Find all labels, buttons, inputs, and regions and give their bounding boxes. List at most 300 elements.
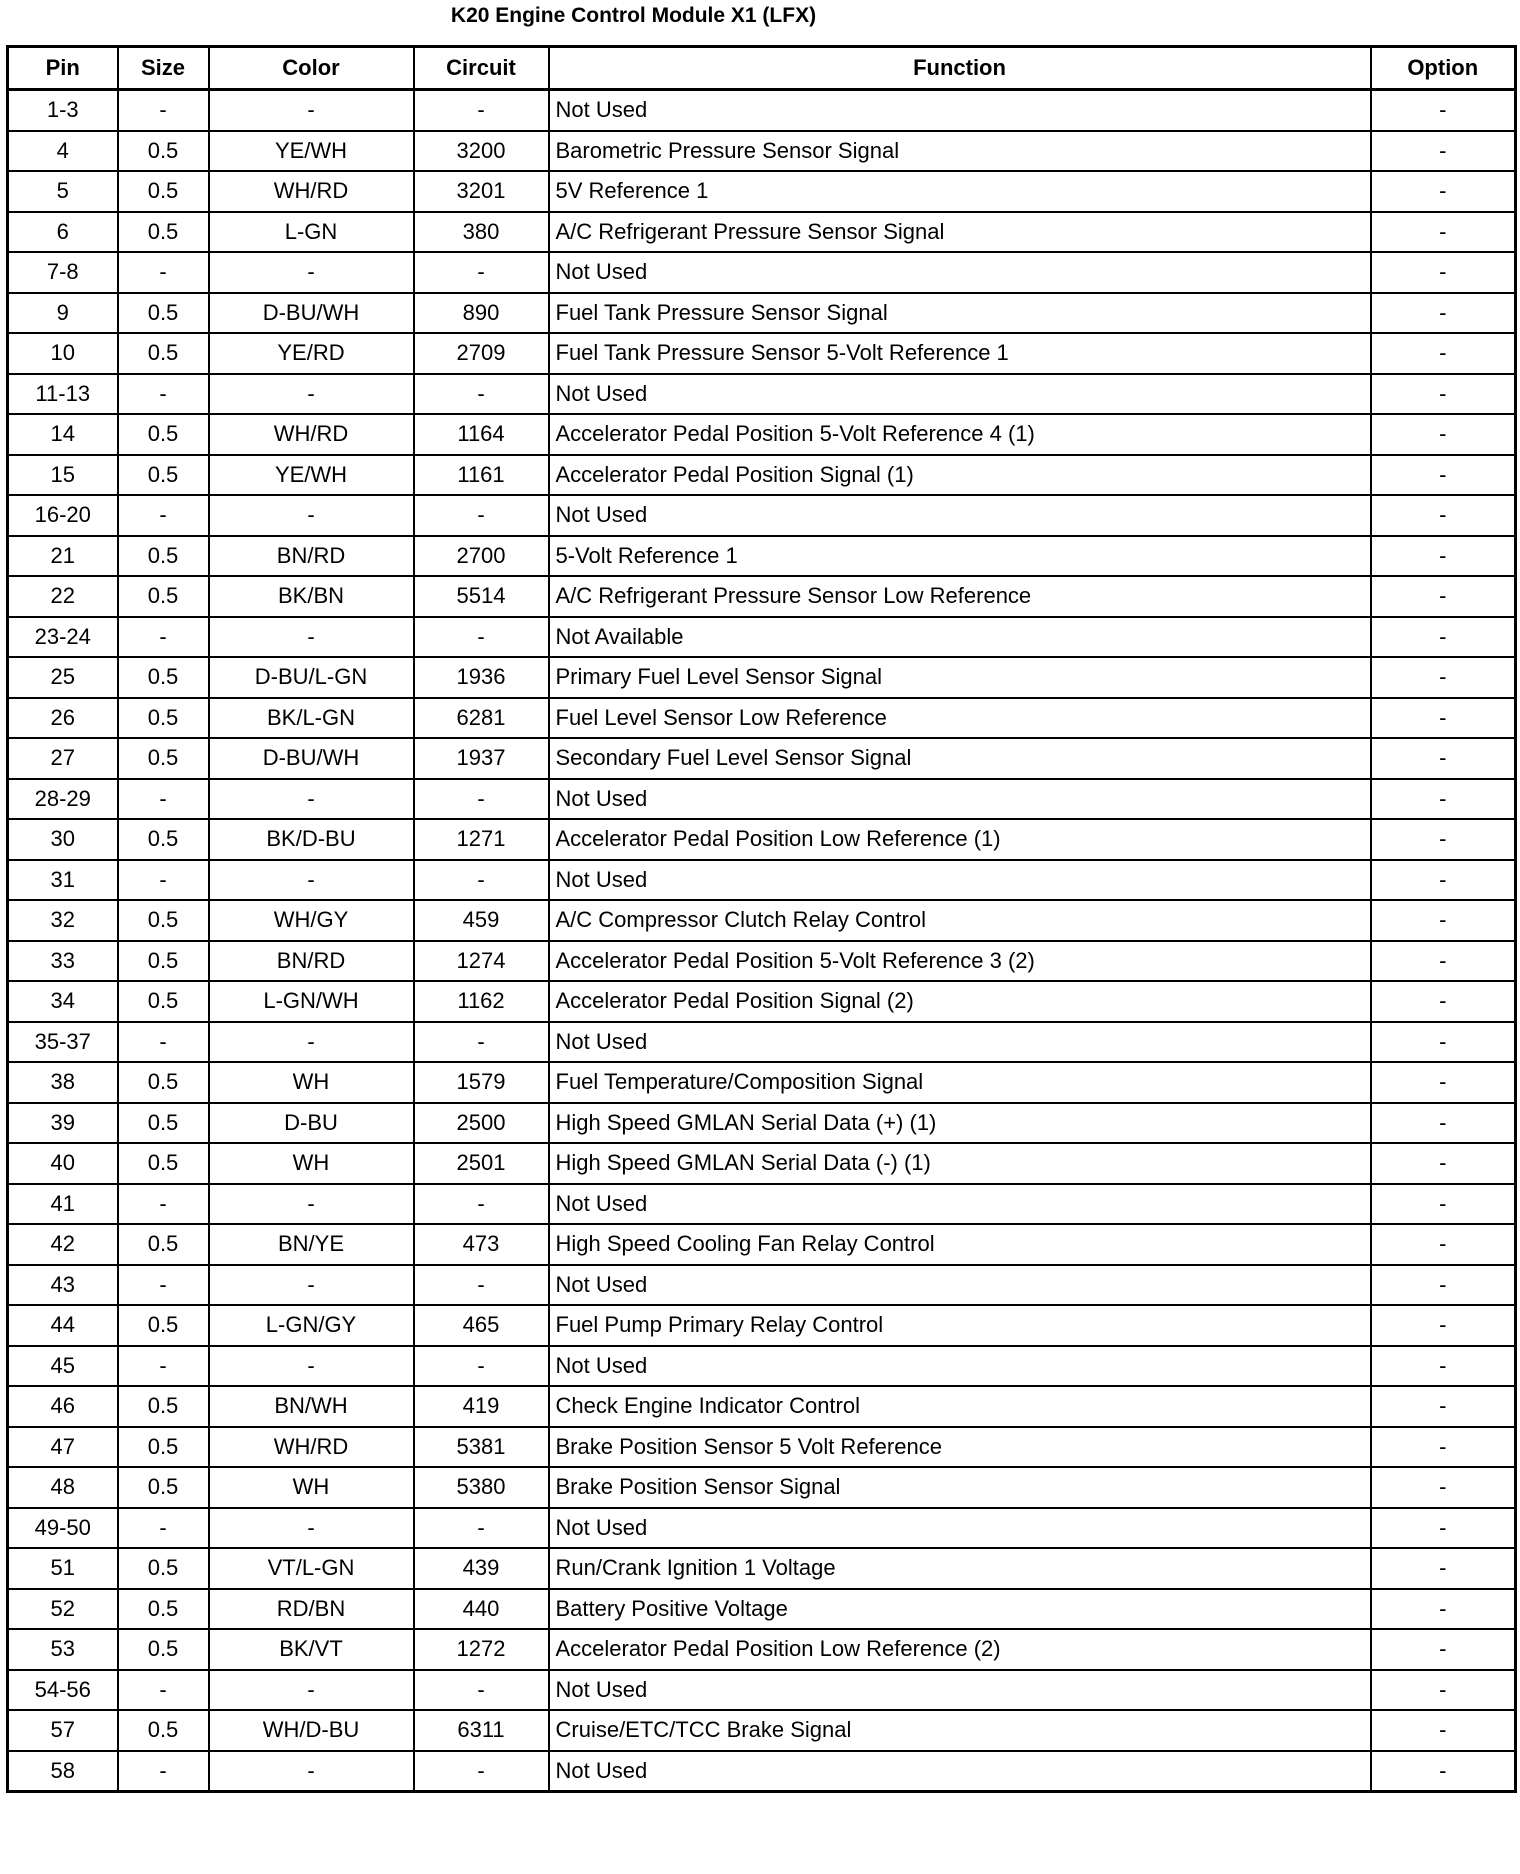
function-cell: Not Used (549, 1346, 1371, 1387)
circuit-cell: - (414, 779, 549, 820)
wire-color-cell: BN/RD (209, 536, 414, 577)
option-cell: - (1371, 455, 1516, 496)
function-cell: Accelerator Pedal Position Low Reference (2) (549, 1629, 1371, 1670)
function-cell: Accelerator Pedal Position 5-Volt Reference 4 (1) (549, 414, 1371, 455)
circuit-cell: 1164 (414, 414, 549, 455)
option-cell: - (1371, 374, 1516, 415)
wire-color-cell: D-BU/WH (209, 738, 414, 779)
table-row (8, 495, 1516, 536)
circuit-cell: - (414, 1751, 549, 1792)
wire-color-cell: D-BU (209, 1103, 414, 1144)
circuit-cell: - (414, 1508, 549, 1549)
function-cell: Not Used (549, 1184, 1371, 1225)
option-cell: - (1371, 1710, 1516, 1751)
size-cell: 0.5 (118, 1386, 209, 1427)
size-cell: 0.5 (118, 333, 209, 374)
pin-cell: 11-13 (8, 374, 118, 415)
size-cell: 0.5 (118, 738, 209, 779)
circuit-cell: 1274 (414, 941, 549, 982)
wire-color-cell: - (209, 860, 414, 901)
table-row (8, 1386, 1516, 1427)
wire-color-cell: WH/RD (209, 1427, 414, 1468)
size-cell: 0.5 (118, 414, 209, 455)
function-cell: Barometric Pressure Sensor Signal (549, 131, 1371, 172)
table-row (8, 414, 1516, 455)
pin-cell: 54-56 (8, 1670, 118, 1711)
size-cell: 0.5 (118, 576, 209, 617)
pin-cell: 33 (8, 941, 118, 982)
table-row (8, 1589, 1516, 1630)
size-cell: - (118, 779, 209, 820)
table-row (8, 333, 1516, 374)
pin-cell: 14 (8, 414, 118, 455)
function-cell: A/C Refrigerant Pressure Sensor Low Reference (549, 576, 1371, 617)
function-cell: A/C Refrigerant Pressure Sensor Signal (549, 212, 1371, 253)
function-cell: Fuel Tank Pressure Sensor 5-Volt Reference 1 (549, 333, 1371, 374)
size-cell: 0.5 (118, 900, 209, 941)
column-header-function: Function (549, 47, 1371, 90)
table-row (8, 1103, 1516, 1144)
function-cell: Not Used (549, 374, 1371, 415)
option-cell: - (1371, 617, 1516, 658)
circuit-cell: - (414, 617, 549, 658)
size-cell: 0.5 (118, 1589, 209, 1630)
wire-color-cell: - (209, 90, 414, 131)
option-cell: - (1371, 1346, 1516, 1387)
circuit-cell: - (414, 374, 549, 415)
pin-cell: 38 (8, 1062, 118, 1103)
table-row (8, 1062, 1516, 1103)
circuit-cell: 5380 (414, 1467, 549, 1508)
function-cell: Not Used (549, 1670, 1371, 1711)
wire-color-cell: L-GN (209, 212, 414, 253)
table-row (8, 1629, 1516, 1670)
column-header-size: Size (118, 47, 209, 90)
circuit-cell: - (414, 1022, 549, 1063)
circuit-cell: 465 (414, 1305, 549, 1346)
wire-color-cell: BN/YE (209, 1224, 414, 1265)
wire-color-cell: - (209, 1508, 414, 1549)
pin-cell: 5 (8, 171, 118, 212)
table-body (8, 90, 1516, 1792)
pin-cell: 31 (8, 860, 118, 901)
option-cell: - (1371, 1629, 1516, 1670)
pin-cell: 53 (8, 1629, 118, 1670)
function-cell: High Speed GMLAN Serial Data (+) (1) (549, 1103, 1371, 1144)
pin-cell: 40 (8, 1143, 118, 1184)
function-cell: Secondary Fuel Level Sensor Signal (549, 738, 1371, 779)
size-cell: - (118, 1508, 209, 1549)
function-cell: Not Used (549, 1022, 1371, 1063)
size-cell: 0.5 (118, 455, 209, 496)
circuit-cell: 1162 (414, 981, 549, 1022)
pin-cell: 58 (8, 1751, 118, 1792)
option-cell: - (1371, 1062, 1516, 1103)
table-row (8, 698, 1516, 739)
size-cell: 0.5 (118, 1710, 209, 1751)
function-cell: 5V Reference 1 (549, 171, 1371, 212)
wire-color-cell: D-BU/L-GN (209, 657, 414, 698)
function-cell: A/C Compressor Clutch Relay Control (549, 900, 1371, 941)
size-cell: 0.5 (118, 698, 209, 739)
function-cell: Run/Crank Ignition 1 Voltage (549, 1548, 1371, 1589)
wire-color-cell: BK/BN (209, 576, 414, 617)
wire-color-cell: BK/D-BU (209, 819, 414, 860)
function-cell: Fuel Tank Pressure Sensor Signal (549, 293, 1371, 334)
pin-cell: 27 (8, 738, 118, 779)
table-row (8, 657, 1516, 698)
circuit-cell: - (414, 1670, 549, 1711)
option-cell: - (1371, 90, 1516, 131)
circuit-cell: 459 (414, 900, 549, 941)
circuit-cell: 2700 (414, 536, 549, 577)
function-cell: Not Used (549, 860, 1371, 901)
size-cell: 0.5 (118, 536, 209, 577)
function-cell: Accelerator Pedal Position 5-Volt Reference 3 (2) (549, 941, 1371, 982)
circuit-cell: 1936 (414, 657, 549, 698)
pin-cell: 52 (8, 1589, 118, 1630)
option-cell: - (1371, 860, 1516, 901)
table-row (8, 1143, 1516, 1184)
pin-cell: 35-37 (8, 1022, 118, 1063)
function-cell: Not Used (549, 495, 1371, 536)
pin-cell: 39 (8, 1103, 118, 1144)
function-cell: Not Used (549, 1265, 1371, 1306)
size-cell: 0.5 (118, 941, 209, 982)
wire-color-cell: - (209, 617, 414, 658)
wire-color-cell: - (209, 1670, 414, 1711)
option-cell: - (1371, 1184, 1516, 1225)
circuit-cell: - (414, 90, 549, 131)
table-row (8, 1022, 1516, 1063)
wire-color-cell: - (209, 1022, 414, 1063)
table-row (8, 1751, 1516, 1792)
circuit-cell: 2500 (414, 1103, 549, 1144)
size-cell: 0.5 (118, 1629, 209, 1670)
option-cell: - (1371, 1224, 1516, 1265)
size-cell: - (118, 860, 209, 901)
wire-color-cell: - (209, 495, 414, 536)
circuit-cell: 2501 (414, 1143, 549, 1184)
size-cell: 0.5 (118, 171, 209, 212)
table-row (8, 1265, 1516, 1306)
option-cell: - (1371, 131, 1516, 172)
circuit-cell: 5381 (414, 1427, 549, 1468)
pin-cell: 21 (8, 536, 118, 577)
option-cell: - (1371, 1022, 1516, 1063)
wire-color-cell: WH (209, 1062, 414, 1103)
pin-cell: 4 (8, 131, 118, 172)
option-cell: - (1371, 576, 1516, 617)
circuit-cell: - (414, 252, 549, 293)
pin-cell: 28-29 (8, 779, 118, 820)
function-cell: Brake Position Sensor Signal (549, 1467, 1371, 1508)
pin-cell: 46 (8, 1386, 118, 1427)
option-cell: - (1371, 1427, 1516, 1468)
circuit-cell: 6281 (414, 698, 549, 739)
wire-color-cell: YE/WH (209, 131, 414, 172)
option-cell: - (1371, 414, 1516, 455)
option-cell: - (1371, 1143, 1516, 1184)
option-cell: - (1371, 1508, 1516, 1549)
size-cell: 0.5 (118, 981, 209, 1022)
pin-cell: 22 (8, 576, 118, 617)
size-cell: 0.5 (118, 1305, 209, 1346)
table-row (8, 1670, 1516, 1711)
wire-color-cell: YE/RD (209, 333, 414, 374)
column-header-circuit: Circuit (414, 47, 549, 90)
wire-color-cell: L-GN/WH (209, 981, 414, 1022)
wire-color-cell: WH (209, 1467, 414, 1508)
size-cell: 0.5 (118, 657, 209, 698)
circuit-cell: 440 (414, 1589, 549, 1630)
size-cell: 0.5 (118, 293, 209, 334)
table-row (8, 860, 1516, 901)
pin-cell: 41 (8, 1184, 118, 1225)
wire-color-cell: YE/WH (209, 455, 414, 496)
function-cell: Accelerator Pedal Position Low Reference (1) (549, 819, 1371, 860)
table-row (8, 455, 1516, 496)
function-cell: Not Used (549, 1508, 1371, 1549)
circuit-cell: 473 (414, 1224, 549, 1265)
circuit-cell: 439 (414, 1548, 549, 1589)
table-row (8, 738, 1516, 779)
pin-cell: 51 (8, 1548, 118, 1589)
size-cell: 0.5 (118, 1548, 209, 1589)
function-cell: Primary Fuel Level Sensor Signal (549, 657, 1371, 698)
option-cell: - (1371, 1589, 1516, 1630)
circuit-cell: - (414, 1184, 549, 1225)
circuit-cell: 380 (414, 212, 549, 253)
table-row (8, 1305, 1516, 1346)
wire-color-cell: WH/GY (209, 900, 414, 941)
pin-cell: 48 (8, 1467, 118, 1508)
option-cell: - (1371, 1670, 1516, 1711)
size-cell: - (118, 252, 209, 293)
pin-cell: 42 (8, 1224, 118, 1265)
wire-color-cell: - (209, 374, 414, 415)
column-header-option: Option (1371, 47, 1516, 90)
size-cell: 0.5 (118, 131, 209, 172)
wire-color-cell: - (209, 1346, 414, 1387)
circuit-cell: - (414, 1346, 549, 1387)
function-cell: Fuel Temperature/Composition Signal (549, 1062, 1371, 1103)
pin-cell: 10 (8, 333, 118, 374)
table-row (8, 900, 1516, 941)
option-cell: - (1371, 698, 1516, 739)
pin-cell: 9 (8, 293, 118, 334)
size-cell: 0.5 (118, 1062, 209, 1103)
function-cell: 5-Volt Reference 1 (549, 536, 1371, 577)
size-cell: - (118, 1751, 209, 1792)
function-cell: Not Used (549, 252, 1371, 293)
table-row (8, 171, 1516, 212)
pin-cell: 32 (8, 900, 118, 941)
option-cell: - (1371, 495, 1516, 536)
pin-cell: 6 (8, 212, 118, 253)
circuit-cell: - (414, 495, 549, 536)
circuit-cell: 890 (414, 293, 549, 334)
function-cell: Not Used (549, 1751, 1371, 1792)
function-cell: Check Engine Indicator Control (549, 1386, 1371, 1427)
table-row (8, 1184, 1516, 1225)
circuit-cell: 6311 (414, 1710, 549, 1751)
page-title: K20 Engine Control Module X1 (LFX) (450, 4, 817, 27)
table-row (8, 212, 1516, 253)
circuit-cell: 1161 (414, 455, 549, 496)
function-cell: Not Used (549, 779, 1371, 820)
option-cell: - (1371, 779, 1516, 820)
table-row (8, 576, 1516, 617)
function-cell: Not Available (549, 617, 1371, 658)
option-cell: - (1371, 212, 1516, 253)
table-row (8, 1224, 1516, 1265)
circuit-cell: - (414, 860, 549, 901)
wire-color-cell: RD/BN (209, 1589, 414, 1630)
pin-cell: 16-20 (8, 495, 118, 536)
wire-color-cell: BK/L-GN (209, 698, 414, 739)
circuit-cell: 1937 (414, 738, 549, 779)
circuit-cell: 5514 (414, 576, 549, 617)
table-row (8, 131, 1516, 172)
table-row (8, 1346, 1516, 1387)
circuit-cell: 2709 (414, 333, 549, 374)
wire-color-cell: BK/VT (209, 1629, 414, 1670)
table-row (8, 941, 1516, 982)
pin-cell: 43 (8, 1265, 118, 1306)
pin-cell: 23-24 (8, 617, 118, 658)
pin-cell: 7-8 (8, 252, 118, 293)
size-cell: - (118, 1670, 209, 1711)
size-cell: 0.5 (118, 212, 209, 253)
size-cell: 0.5 (118, 1224, 209, 1265)
table-row (8, 1548, 1516, 1589)
function-cell: Brake Position Sensor 5 Volt Reference (549, 1427, 1371, 1468)
function-cell: Battery Positive Voltage (549, 1589, 1371, 1630)
option-cell: - (1371, 1386, 1516, 1427)
wire-color-cell: - (209, 1265, 414, 1306)
pin-cell: 26 (8, 698, 118, 739)
pin-cell: 49-50 (8, 1508, 118, 1549)
option-cell: - (1371, 1305, 1516, 1346)
column-header-color: Color (209, 47, 414, 90)
size-cell: 0.5 (118, 1103, 209, 1144)
option-cell: - (1371, 1265, 1516, 1306)
wire-color-cell: - (209, 1751, 414, 1792)
option-cell: - (1371, 900, 1516, 941)
option-cell: - (1371, 1467, 1516, 1508)
option-cell: - (1371, 1103, 1516, 1144)
size-cell: 0.5 (118, 819, 209, 860)
circuit-cell: 419 (414, 1386, 549, 1427)
wire-color-cell: L-GN/GY (209, 1305, 414, 1346)
function-cell: High Speed Cooling Fan Relay Control (549, 1224, 1371, 1265)
option-cell: - (1371, 1548, 1516, 1589)
size-cell: - (118, 374, 209, 415)
wire-color-cell: WH (209, 1143, 414, 1184)
function-cell: Fuel Level Sensor Low Reference (549, 698, 1371, 739)
pin-cell: 47 (8, 1427, 118, 1468)
option-cell: - (1371, 333, 1516, 374)
table-row (8, 819, 1516, 860)
pin-cell: 44 (8, 1305, 118, 1346)
table-row (8, 1508, 1516, 1549)
circuit-cell: 3201 (414, 171, 549, 212)
size-cell: - (118, 617, 209, 658)
wire-color-cell: - (209, 779, 414, 820)
function-cell: Accelerator Pedal Position Signal (2) (549, 981, 1371, 1022)
table-row (8, 1427, 1516, 1468)
table-row (8, 252, 1516, 293)
size-cell: - (118, 1184, 209, 1225)
wire-color-cell: BN/RD (209, 941, 414, 982)
option-cell: - (1371, 171, 1516, 212)
circuit-cell: 3200 (414, 131, 549, 172)
size-cell: - (118, 90, 209, 131)
pinout-table (6, 45, 1517, 1793)
option-cell: - (1371, 819, 1516, 860)
wire-color-cell: - (209, 1184, 414, 1225)
function-cell: Accelerator Pedal Position Signal (1) (549, 455, 1371, 496)
option-cell: - (1371, 657, 1516, 698)
wire-color-cell: VT/L-GN (209, 1548, 414, 1589)
circuit-cell: 1579 (414, 1062, 549, 1103)
wire-color-cell: BN/WH (209, 1386, 414, 1427)
option-cell: - (1371, 536, 1516, 577)
pin-cell: 1-3 (8, 90, 118, 131)
circuit-cell: - (414, 1265, 549, 1306)
column-header-pin: Pin (8, 47, 118, 90)
size-cell: 0.5 (118, 1467, 209, 1508)
option-cell: - (1371, 1751, 1516, 1792)
option-cell: - (1371, 941, 1516, 982)
size-cell: - (118, 1346, 209, 1387)
table-row (8, 779, 1516, 820)
header-row (8, 47, 1516, 90)
option-cell: - (1371, 738, 1516, 779)
function-cell: High Speed GMLAN Serial Data (-) (1) (549, 1143, 1371, 1184)
table-row (8, 293, 1516, 334)
pin-cell: 25 (8, 657, 118, 698)
table-row (8, 374, 1516, 415)
circuit-cell: 1272 (414, 1629, 549, 1670)
size-cell: - (118, 1265, 209, 1306)
pin-cell: 34 (8, 981, 118, 1022)
table-row (8, 617, 1516, 658)
size-cell: 0.5 (118, 1143, 209, 1184)
pin-cell: 15 (8, 455, 118, 496)
wire-color-cell: WH/D-BU (209, 1710, 414, 1751)
table-row (8, 1710, 1516, 1751)
function-cell: Fuel Pump Primary Relay Control (549, 1305, 1371, 1346)
size-cell: 0.5 (118, 1427, 209, 1468)
wire-color-cell: WH/RD (209, 171, 414, 212)
option-cell: - (1371, 252, 1516, 293)
circuit-cell: 1271 (414, 819, 549, 860)
pin-cell: 30 (8, 819, 118, 860)
size-cell: - (118, 495, 209, 536)
pin-cell: 57 (8, 1710, 118, 1751)
function-cell: Cruise/ETC/TCC Brake Signal (549, 1710, 1371, 1751)
table-row (8, 90, 1516, 131)
pin-cell: 45 (8, 1346, 118, 1387)
option-cell: - (1371, 981, 1516, 1022)
function-cell: Not Used (549, 90, 1371, 131)
wire-color-cell: - (209, 252, 414, 293)
table-row (8, 1467, 1516, 1508)
wire-color-cell: D-BU/WH (209, 293, 414, 334)
wire-color-cell: WH/RD (209, 414, 414, 455)
